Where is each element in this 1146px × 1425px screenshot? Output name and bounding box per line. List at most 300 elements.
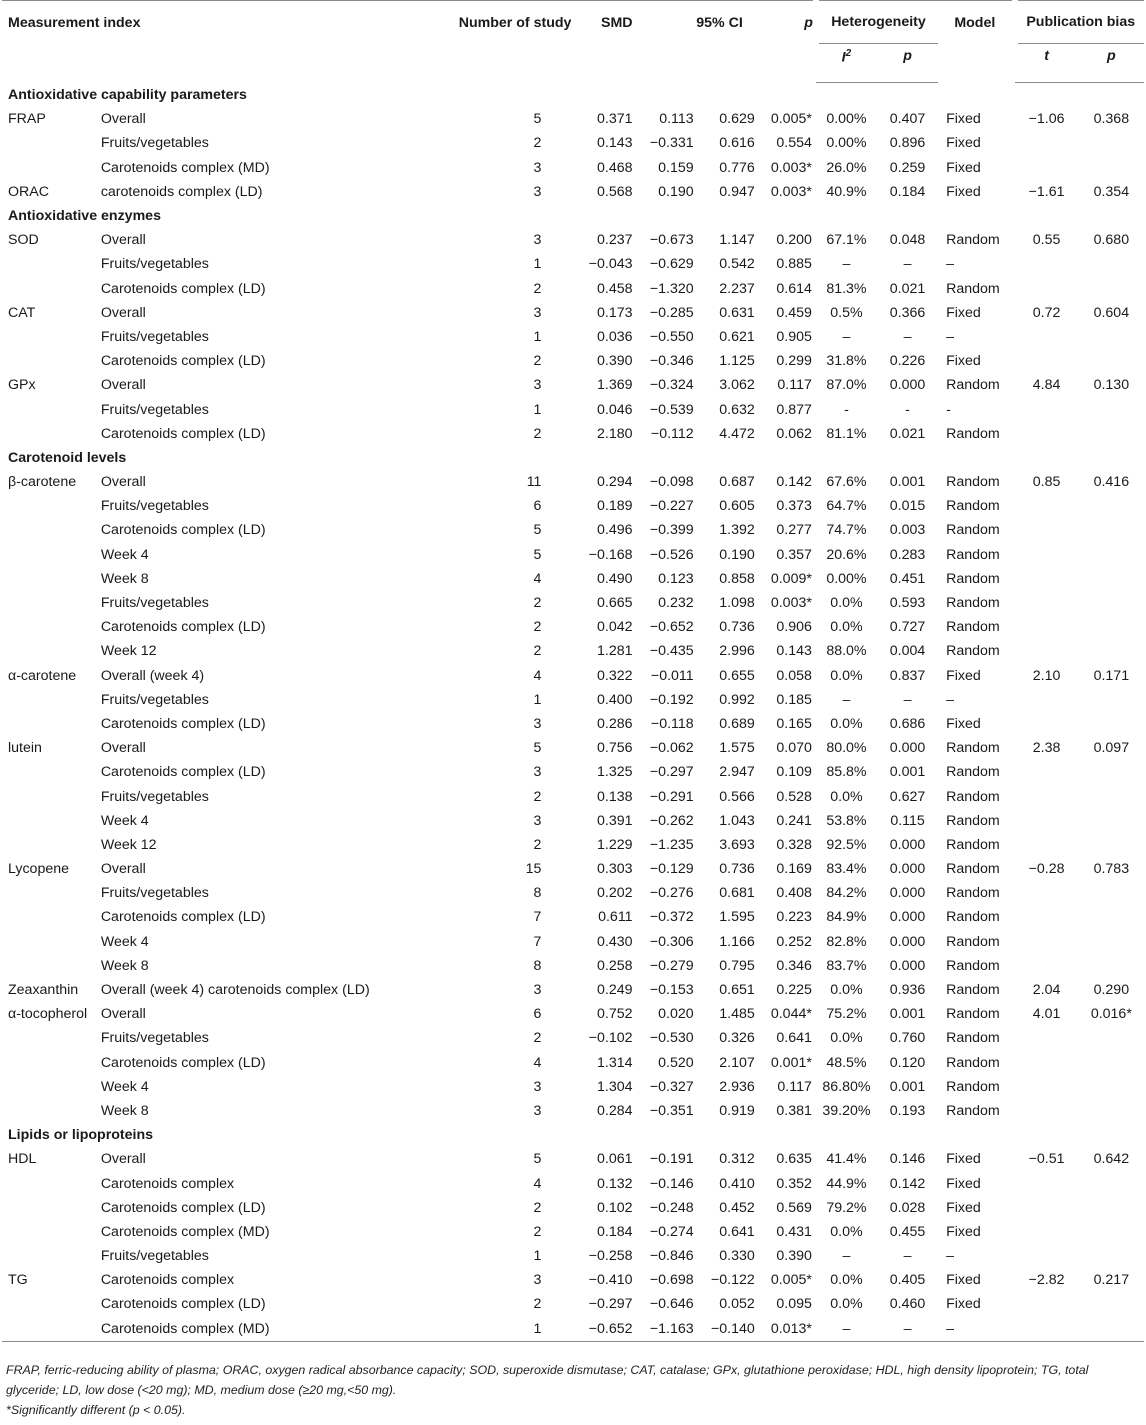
heterogeneity-p-cell: 0.000: [889, 885, 926, 902]
table-row: [2, 1244, 1144, 1268]
bias-t-cell: [1015, 156, 1079, 180]
p-value-cell: 0.005*: [770, 111, 812, 128]
measurement-cell: [2, 688, 101, 712]
table-header: [2, 1, 1144, 83]
smd-cell: 1.304: [597, 1078, 633, 1095]
i2-cell: –: [842, 691, 851, 708]
measurement-cell: α-carotene: [8, 667, 77, 684]
p-value-cell: 0.117: [777, 377, 812, 394]
heterogeneity-p-cell: 0.366: [889, 304, 926, 321]
subgroup-cell: Fruits/vegetables: [100, 1030, 209, 1047]
heterogeneity-p-cell: 0.936: [889, 982, 926, 999]
header-i2-sup: 2: [845, 48, 852, 59]
ci-lower-cell: −0.324: [649, 377, 694, 394]
number-of-study-cell: 2: [533, 643, 542, 660]
smd-cell: 0.391: [597, 812, 633, 829]
table-row: [2, 833, 1144, 857]
table-row: [2, 131, 1144, 155]
model-cell: –: [946, 1248, 954, 1265]
p-value-cell: 0.095: [776, 1296, 812, 1313]
table-row: [2, 784, 1144, 808]
p-value-cell: 0.373: [776, 498, 812, 515]
number-of-study-cell: 3: [533, 1078, 542, 1095]
bias-p-cell: [1079, 1026, 1144, 1050]
bias-p-cell: [1079, 954, 1144, 978]
model-cell: Random: [946, 1054, 1000, 1071]
bias-t-cell: [1015, 1075, 1079, 1099]
number-of-study-cell: 1: [423, 1317, 572, 1342]
bias-t-cell: [1015, 494, 1079, 518]
ci-upper-cell: 3.062: [719, 377, 755, 394]
subgroup-cell: Overall: [100, 740, 146, 757]
bias-t-cell: [1015, 1317, 1079, 1342]
header-smd: SMD: [571, 1, 632, 83]
model-cell: Random: [946, 474, 1000, 491]
number-of-study-cell: 3: [533, 982, 542, 999]
model-cell: Random: [946, 595, 1000, 612]
heterogeneity-p-cell: 0.193: [889, 1102, 926, 1119]
measurement-cell: TG: [8, 1272, 28, 1289]
bias-p-cell: 0.604: [1093, 304, 1130, 321]
model-cell: Random: [946, 764, 1000, 781]
bias-p-cell: [1079, 567, 1144, 591]
p-value-cell: 0.241: [776, 812, 812, 829]
bias-t-cell: [1015, 954, 1079, 978]
bias-p-cell: [1079, 881, 1144, 905]
table-row: [2, 349, 1144, 373]
i2-cell: –: [816, 1317, 877, 1342]
measurement-cell: [2, 905, 101, 929]
subgroup-cell: Carotenoids complex: [100, 1272, 235, 1289]
table-row: [2, 615, 1144, 639]
number-of-study-cell: 15: [525, 861, 542, 878]
p-value-cell: 0.109: [776, 764, 812, 781]
table-row: [2, 978, 1144, 1002]
ci-lower-cell: −0.291: [649, 788, 694, 805]
model-cell: Random: [946, 885, 1000, 902]
model-cell: Random: [946, 982, 1000, 999]
bias-p-cell: [1079, 422, 1144, 446]
ci-lower-cell: −0.698: [649, 1272, 694, 1289]
section-title: Antioxidative capability parameters: [8, 87, 247, 104]
ci-upper-cell: 1.043: [719, 812, 755, 829]
bias-p-cell: [1079, 905, 1144, 929]
smd-cell: 0.143: [597, 135, 633, 152]
subgroup-cell: Overall: [100, 111, 146, 128]
subgroup-cell: Fruits/vegetables: [100, 788, 209, 805]
p-value-cell: 0.062: [776, 425, 812, 442]
bias-t-cell: [1015, 712, 1079, 736]
ci-lower-cell: −0.192: [649, 691, 694, 708]
table-row: [2, 494, 1144, 518]
i2-cell: 82.8%: [826, 933, 867, 950]
heterogeneity-p-cell: 0.021: [889, 425, 926, 442]
table-row: [2, 397, 1144, 421]
subgroup-cell: Carotenoids complex (LD): [100, 909, 266, 926]
ci-upper-cell: 0.452: [719, 1199, 755, 1216]
ci-upper-cell: 0.631: [719, 304, 755, 321]
measurement-cell: ORAC: [8, 183, 49, 200]
bias-t-cell: [1015, 688, 1079, 712]
ci-upper-cell: 0.312: [719, 1151, 755, 1168]
model-cell: Fixed: [946, 135, 981, 152]
i2-cell: -: [844, 401, 849, 418]
i2-cell: –: [842, 256, 851, 273]
model-cell: Random: [946, 1078, 1000, 1095]
bias-p-cell: [1079, 494, 1144, 518]
p-value-cell: 0.223: [776, 909, 812, 926]
p-value-cell: 0.614: [776, 280, 812, 297]
measurement-cell: [2, 1292, 101, 1316]
smd-cell: 0.568: [597, 183, 633, 200]
ci-upper-cell: 1.595: [719, 909, 755, 926]
model-cell: Random: [946, 909, 1000, 926]
ci-lower-cell: −0.372: [649, 909, 694, 926]
heterogeneity-p-cell: 0.283: [889, 546, 926, 563]
model-cell: Random: [946, 933, 1000, 950]
bias-p-cell: [1079, 930, 1144, 954]
number-of-study-cell: 2: [533, 425, 542, 442]
i2-cell: 80.0%: [826, 740, 867, 757]
ci-upper-cell: 1.125: [719, 353, 755, 370]
ci-lower-cell: −0.279: [649, 957, 694, 974]
ci-upper-cell: 0.992: [719, 691, 755, 708]
heterogeneity-p-cell: –: [903, 328, 912, 345]
model-cell: Fixed: [946, 667, 981, 684]
number-of-study-cell: 2: [533, 1030, 542, 1047]
number-of-study-cell: 7: [533, 933, 542, 950]
smd-cell: 1.281: [597, 643, 633, 660]
table-row: [2, 107, 1144, 131]
number-of-study-cell: 4: [533, 1054, 542, 1071]
smd-cell: −0.297: [588, 1296, 633, 1313]
smd-cell: 0.284: [597, 1102, 633, 1119]
ci-upper-cell: 2.996: [719, 643, 755, 660]
bias-p-cell: [1079, 543, 1144, 567]
model-cell: Random: [946, 812, 1000, 829]
i2-cell: 83.7%: [826, 957, 867, 974]
smd-cell: −0.410: [588, 1272, 633, 1289]
bias-p-cell: [1079, 688, 1144, 712]
section-title: Antioxidative enzymes: [8, 208, 161, 225]
model-cell: Fixed: [946, 1296, 981, 1313]
model-cell: Fixed: [946, 111, 981, 128]
table-row: [2, 301, 1144, 325]
section-title: Lipids or lipoproteins: [8, 1127, 154, 1144]
p-value-cell: 0.165: [776, 715, 812, 732]
bias-p-cell: [1079, 1220, 1144, 1244]
ci-upper-cell: 0.687: [719, 474, 755, 491]
header-i2: [816, 44, 877, 83]
bias-p-cell: [1079, 1317, 1144, 1342]
model-cell: Random: [946, 570, 1000, 587]
subgroup-cell: Carotenoids complex (LD): [100, 619, 266, 636]
bias-p-cell: [1079, 1171, 1144, 1195]
smd-cell: −0.258: [588, 1248, 633, 1265]
measurement-cell: [2, 325, 101, 349]
smd-cell: 0.258: [597, 957, 633, 974]
ci-lower-cell: −0.846: [649, 1248, 694, 1265]
p-value-cell: 0.299: [776, 353, 812, 370]
heterogeneity-p-cell: 0.405: [889, 1272, 926, 1289]
ci-lower-cell: 0.520: [658, 1054, 694, 1071]
i2-cell: 39.20%: [822, 1102, 871, 1119]
p-value-cell: 0.169: [776, 861, 812, 878]
ci-lower-cell: −0.629: [649, 256, 694, 273]
table-row: [2, 760, 1144, 784]
bias-t-cell: [1015, 639, 1079, 663]
section-row: [2, 1123, 1144, 1147]
ci-lower-cell: −0.673: [649, 232, 694, 249]
model-cell: Random: [946, 522, 1000, 539]
subgroup-cell: Carotenoids complex (MD): [100, 1223, 270, 1240]
smd-cell: 0.036: [597, 328, 633, 345]
p-value-cell: 0.044*: [770, 1006, 812, 1023]
ci-lower-cell: −0.098: [649, 474, 694, 491]
model-cell: Random: [946, 1030, 1000, 1047]
p-value-cell: 0.346: [776, 957, 812, 974]
subgroup-cell: Fruits/vegetables: [100, 1248, 209, 1265]
model-cell: Fixed: [946, 1223, 981, 1240]
bias-p-cell: [1079, 784, 1144, 808]
meta-analysis-table: [2, 0, 1144, 1342]
subgroup-cell: Overall: [100, 474, 146, 491]
model-cell: –: [946, 256, 954, 273]
measurement-cell: Zeaxanthin: [8, 982, 79, 999]
subgroup-cell: Overall: [100, 377, 146, 394]
heterogeneity-p-cell: –: [877, 1317, 938, 1342]
model-cell: Random: [946, 498, 1000, 515]
p-value-cell: 0.003*: [770, 595, 812, 612]
table-row: [2, 1220, 1144, 1244]
ci-lower-cell: −1.320: [649, 280, 694, 297]
bias-p-cell: [1079, 1196, 1144, 1220]
p-value-cell: 0.381: [776, 1102, 812, 1119]
section-title: Carotenoid levels: [8, 449, 127, 466]
ci-upper-cell: 0.641: [719, 1223, 755, 1240]
bias-p-cell: 0.416: [1093, 474, 1130, 491]
ci-upper-cell: 0.621: [719, 328, 755, 345]
number-of-study-cell: 2: [533, 135, 542, 152]
ci-lower-cell: −0.435: [649, 643, 694, 660]
ci-upper-cell: 0.326: [719, 1030, 755, 1047]
p-value-cell: 0.635: [776, 1151, 812, 1168]
i2-cell: 0.0%: [830, 619, 863, 636]
section-row: [2, 446, 1144, 470]
ci-lower-cell: −0.262: [649, 812, 694, 829]
section-row: [2, 204, 1144, 228]
bias-p-cell: 0.368: [1093, 111, 1130, 128]
heterogeneity-p-cell: 0.115: [890, 812, 925, 829]
number-of-study-cell: 5: [533, 522, 542, 539]
heterogeneity-p-cell: 0.000: [889, 909, 926, 926]
p-value-cell: 0.554: [776, 135, 812, 152]
model-cell: Random: [946, 546, 1000, 563]
p-value-cell: 0.003*: [770, 183, 812, 200]
p-value-cell: 0.001*: [770, 1054, 812, 1071]
bias-p-cell: [1079, 833, 1144, 857]
bias-p-cell: 0.680: [1093, 232, 1130, 249]
heterogeneity-p-cell: 0.003: [889, 522, 926, 539]
model-cell: Random: [946, 425, 1000, 442]
bias-t-cell: [1015, 809, 1079, 833]
heterogeneity-p-cell: 0.000: [889, 933, 926, 950]
ci-upper-cell: 0.736: [719, 861, 755, 878]
ci-upper-cell: 0.632: [719, 401, 755, 418]
measurement-cell: CAT: [8, 304, 36, 321]
header-model: Model: [938, 1, 1014, 83]
i2-cell: 20.6%: [826, 546, 867, 563]
ci-lower-cell: −0.011: [650, 667, 694, 684]
ci-upper-cell: 2.947: [719, 764, 755, 781]
ci-lower-cell: −0.248: [649, 1199, 694, 1216]
bias-t-cell: 0.72: [1032, 304, 1061, 321]
bias-p-cell: [1079, 252, 1144, 276]
bias-p-cell: [1079, 277, 1144, 301]
i2-cell: 31.8%: [826, 353, 867, 370]
i2-cell: 79.2%: [826, 1199, 867, 1216]
header-95-ci: 95% CI: [633, 1, 755, 83]
table-row: [2, 930, 1144, 954]
ci-upper-cell: 0.566: [719, 788, 755, 805]
table-row: [2, 422, 1144, 446]
table-row: [2, 1147, 1144, 1171]
table-row: [2, 1051, 1144, 1075]
table-row: [2, 857, 1144, 881]
header-heterogeneity: Heterogeneity: [816, 1, 938, 44]
bias-p-cell: [1079, 760, 1144, 784]
bias-t-cell: [1015, 1220, 1079, 1244]
heterogeneity-p-cell: 0.259: [889, 159, 926, 176]
number-of-study-cell: 3: [533, 159, 542, 176]
i2-cell: 81.1%: [826, 425, 867, 442]
number-of-study-cell: 3: [533, 1102, 542, 1119]
bias-t-cell: [1015, 1292, 1079, 1316]
ci-lower-cell: −0.327: [649, 1078, 694, 1095]
bias-p-cell: [1079, 1099, 1144, 1123]
ci-upper-cell: 1.098: [719, 595, 755, 612]
table-row: [2, 1268, 1144, 1292]
p-value-cell: 0.277: [776, 522, 812, 539]
measurement-cell: Lycopene: [8, 861, 70, 878]
bias-p-cell: [1079, 1075, 1144, 1099]
subgroup-cell: Week 12: [100, 643, 157, 660]
smd-cell: 1.369: [597, 377, 633, 394]
ci-lower-cell: −0.112: [650, 425, 694, 442]
i2-cell: 40.9%: [826, 183, 867, 200]
bias-p-cell: [1079, 712, 1144, 736]
heterogeneity-p-cell: 0.000: [889, 740, 926, 757]
heterogeneity-p-cell: 0.000: [889, 957, 926, 974]
heterogeneity-p-cell: 0.727: [889, 619, 926, 636]
bias-t-cell: [1015, 543, 1079, 567]
smd-cell: 0.184: [597, 1223, 633, 1240]
measurement-cell: SOD: [8, 232, 39, 249]
table-row: [2, 373, 1144, 397]
measurement-cell: [2, 252, 101, 276]
heterogeneity-p-cell: 0.455: [889, 1223, 926, 1240]
measurement-cell: FRAP: [8, 111, 46, 128]
ci-lower-cell: 0.123: [658, 570, 694, 587]
number-of-study-cell: 3: [533, 715, 542, 732]
subgroup-cell: Overall (week 4): [100, 667, 205, 684]
subgroup-cell: Fruits/vegetables: [100, 256, 209, 273]
p-value-cell: 0.569: [776, 1199, 812, 1216]
measurement-cell: [2, 1196, 101, 1220]
subgroup-cell: Fruits/vegetables: [100, 498, 209, 515]
heterogeneity-p-cell: 0.896: [889, 135, 926, 152]
smd-cell: 0.303: [597, 861, 633, 878]
smd-cell: 0.286: [597, 715, 633, 732]
heterogeneity-p-cell: 0.048: [889, 232, 926, 249]
number-of-study-cell: 1: [533, 256, 542, 273]
bias-t-cell: 4.01: [1032, 1006, 1061, 1023]
ci-lower-cell: −1.235: [649, 836, 694, 853]
i2-cell: 64.7%: [826, 498, 867, 515]
model-cell: Random: [946, 957, 1000, 974]
subgroup-cell: Overall: [100, 232, 146, 249]
subgroup-cell: Week 8: [100, 957, 149, 974]
bias-p-cell: [1079, 809, 1144, 833]
ci-lower-cell: −0.346: [649, 353, 694, 370]
i2-cell: 0.0%: [830, 1272, 863, 1289]
i2-cell: 92.5%: [826, 836, 867, 853]
bias-t-cell: [1015, 1171, 1079, 1195]
table-row: [2, 543, 1144, 567]
heterogeneity-p-cell: 0.000: [889, 836, 926, 853]
smd-cell: 0.756: [597, 740, 633, 757]
i2-cell: 26.0%: [826, 159, 867, 176]
p-value-cell: 0.009*: [770, 570, 812, 587]
heterogeneity-p-cell: -: [905, 401, 910, 418]
i2-cell: 87.0%: [826, 377, 867, 394]
number-of-study-cell: 2: [533, 280, 542, 297]
ci-upper-cell: 0.776: [719, 159, 755, 176]
heterogeneity-p-cell: 0.686: [889, 715, 926, 732]
table-row: [2, 228, 1144, 252]
measurement-cell: GPx: [8, 377, 36, 394]
p-value-cell: 0.013*: [755, 1317, 816, 1342]
subgroup-cell: carotenoids complex (LD): [100, 183, 263, 200]
smd-cell: 0.490: [597, 570, 633, 587]
p-value-cell: 0.328: [776, 836, 812, 853]
subgroup-cell: Fruits/vegetables: [100, 885, 209, 902]
smd-cell: 0.132: [597, 1175, 633, 1192]
smd-cell: 0.430: [597, 933, 633, 950]
p-value-cell: 0.225: [776, 982, 812, 999]
smd-cell: 0.371: [597, 111, 633, 128]
table-row: [2, 567, 1144, 591]
bias-t-cell: [1015, 397, 1079, 421]
table-row: [2, 156, 1144, 180]
ci-lower-cell: −0.530: [649, 1030, 694, 1047]
subgroup-cell: Overall: [100, 1006, 146, 1023]
number-of-study-cell: 8: [533, 885, 542, 902]
ci-lower-cell: −0.399: [649, 522, 694, 539]
ci-upper-cell: 0.330: [719, 1248, 755, 1265]
ci-upper-cell: 0.629: [719, 111, 755, 128]
bias-p-cell: 0.290: [1093, 982, 1130, 999]
p-value-cell: 0.390: [776, 1248, 812, 1265]
table-row: [2, 954, 1144, 978]
table-row: [2, 1099, 1144, 1123]
number-of-study-cell: 3: [533, 183, 542, 200]
p-value-cell: 0.185: [776, 691, 812, 708]
heterogeneity-p-cell: 0.015: [889, 498, 926, 515]
p-value-cell: 0.352: [776, 1175, 812, 1192]
ci-upper-cell: 1.392: [719, 522, 755, 539]
smd-cell: 1.229: [597, 836, 633, 853]
